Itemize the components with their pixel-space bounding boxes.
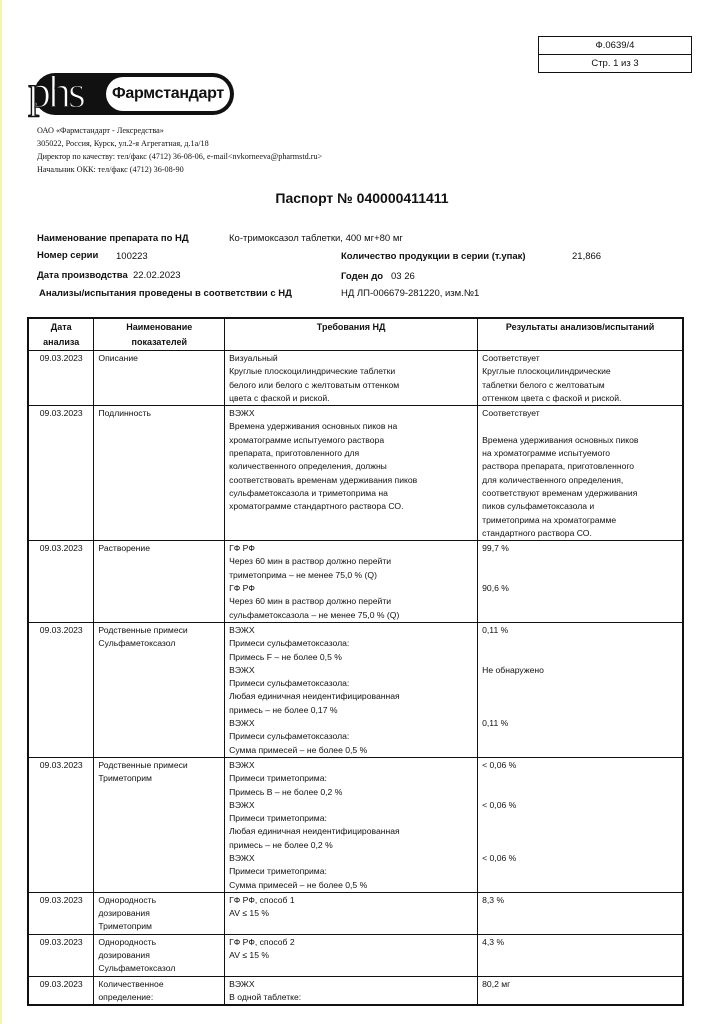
cell-result-line	[482, 677, 678, 690]
cell-result	[478, 976, 683, 1005]
cell-indicator-line: Сульфаметоксазол	[98, 638, 176, 649]
cell-result-line: 8,3 %	[482, 894, 505, 905]
cell-requirements-line: ВЭЖХ	[229, 408, 255, 419]
cell-requirements-line: соответствовать временам удерживания пиков	[229, 474, 418, 485]
cell-indicator-line: определение:	[98, 991, 154, 1002]
cell-requirements-line: Примеси сульфаметоксазола:	[229, 638, 350, 649]
cell-requirements-line: AV ≤ 15 %	[229, 950, 270, 961]
cell-requirements-line: ВЭЖХ	[229, 718, 255, 729]
page-title: Паспорт № 040000411411	[275, 190, 449, 206]
cell-indicator-line: Подлинность	[98, 408, 151, 419]
cell-requirements	[225, 892, 478, 934]
cell-indicator	[94, 976, 225, 1005]
cell-indicator	[94, 622, 225, 757]
cell-result-line: < 0,06 %	[482, 759, 517, 770]
scan-edge	[0, 0, 2, 1024]
cell-result-line	[482, 772, 678, 785]
cell-result	[478, 757, 683, 892]
cell-result-line: Соответствует	[482, 353, 540, 363]
cell-requirements-line: ВЭЖХ	[229, 759, 255, 770]
cell-result-line: 0,11 %	[482, 624, 509, 635]
cell-indicator	[94, 892, 225, 934]
cell-date: 09.03.2023	[28, 351, 94, 406]
cell-requirements-line: хроматограмме испытуемого раствора	[229, 434, 385, 445]
company-address: 305022, Россия, Курск, ул.2-я Агрегатная, д.1а/18	[37, 139, 209, 148]
cell-result-line	[482, 651, 678, 664]
quality-director-contact: Директор по качеству: тел/факс (4712) 36-08-06, e-mail<nvkorneeva@pharmstd.ru>	[37, 152, 323, 161]
cell-result	[478, 934, 683, 976]
cell-result	[478, 541, 683, 623]
expiry-label: Годен до	[341, 271, 384, 282]
cell-requirements-line: ГФ РФ	[229, 583, 255, 594]
cell-indicator	[94, 351, 225, 406]
table-row	[28, 892, 683, 934]
cell-requirements-line: Любая единичная неидентифицированная	[229, 826, 400, 837]
cell-indicator	[94, 757, 225, 892]
cell-requirements-line: Примесь B – не более 0,2 %	[229, 786, 343, 797]
cell-requirements-line: Примеси триметоприма:	[229, 813, 327, 824]
cell-indicator-line: дозирования	[98, 950, 150, 961]
cell-result-line: на хроматограмме испытуемого	[482, 448, 611, 459]
cell-requirements-line: ВЭЖХ	[229, 799, 255, 810]
results-table	[27, 317, 684, 1006]
production-date-label: Дата производства	[37, 270, 128, 281]
cell-requirements	[225, 934, 478, 976]
cell-indicator-line: Родственные примеси	[98, 624, 188, 635]
cell-result-line: стандартного раствора СО.	[482, 527, 592, 538]
cell-result-line: 0,11 %	[482, 718, 509, 729]
cell-result-line	[482, 569, 678, 582]
cell-requirements-line: Сумма примесей – не более 0,5 %	[229, 879, 368, 890]
cell-indicator	[94, 934, 225, 976]
cell-requirements-line: количественного определения, должны	[229, 461, 387, 472]
cell-result-line: < 0,06 %	[482, 852, 517, 863]
cell-result-line	[482, 704, 678, 717]
cell-requirements-line: Примеси сульфаметоксазола:	[229, 678, 350, 689]
cell-result-line: раствора препарата, приготовленного	[482, 461, 635, 472]
cell-indicator-line: Триметоприм	[98, 773, 152, 784]
cell-indicator-line: Растворение	[98, 543, 150, 554]
cell-requirements-line: Через 60 мин в раствор должно перейти	[229, 596, 392, 607]
cell-result	[478, 406, 683, 541]
cell-result-line	[482, 690, 678, 703]
cell-requirements-line: белого или белого с желтоватым оттенком	[229, 379, 400, 390]
cell-result-line: триметоприма на хроматограмме	[482, 514, 617, 525]
table-row	[28, 757, 683, 892]
series-label: Номер серии	[37, 250, 99, 261]
cell-result-line	[482, 812, 678, 825]
cell-requirements-line: примесь – не более 0,17 %	[229, 704, 338, 715]
cell-requirements	[225, 541, 478, 623]
cell-requirements-line: Через 60 мин в раствор должно перейти	[229, 556, 392, 567]
company-info	[37, 124, 322, 176]
logo-name: Фармстандарт	[106, 77, 230, 111]
drug-label: Наименование препарата по НД	[37, 233, 189, 244]
cell-requirements-line: ВЭЖХ	[229, 664, 255, 675]
cell-result-line: оттенком цвета с фаской и риской.	[482, 392, 622, 403]
cell-result-line: < 0,06 %	[482, 799, 517, 810]
cell-requirements-line: Примеси сульфаметоксазола:	[229, 731, 350, 742]
cell-result-line: соответствуют временам удерживания	[482, 487, 638, 498]
cell-requirements-line: хроматограмме стандартного раствора СО.	[229, 501, 404, 512]
cell-requirements-line: препарата, приготовленного для	[229, 448, 360, 459]
cell-result	[478, 622, 683, 757]
table-row	[28, 976, 683, 1005]
form-code-box	[538, 36, 692, 73]
table-row	[28, 622, 683, 757]
cell-requirements-line: В одной таблетке:	[229, 991, 302, 1002]
cell-result-line: Круглые плоскоцилиндрические	[482, 366, 611, 377]
cell-requirements-line: ВЭЖХ	[229, 624, 255, 635]
cell-requirements-line: Визуальный	[229, 353, 278, 363]
cell-indicator-line: Родственные примеси	[98, 759, 188, 770]
company-name: ОАО «Фармстандарт - Лексредства»	[37, 126, 164, 135]
cell-requirements-line: Времена удерживания основных пиков на	[229, 421, 398, 432]
cell-indicator	[94, 541, 225, 623]
cell-result-line	[482, 637, 678, 650]
series-value: 100223	[116, 251, 148, 262]
cell-indicator-line: Сульфаметоксазол	[98, 963, 176, 974]
logo-mark: phs	[28, 66, 83, 117]
table-header-row	[28, 318, 683, 351]
quantity-value: 21,866	[572, 251, 602, 262]
cell-requirements-line: Любая единичная неидентифицированная	[229, 691, 400, 702]
cell-result-line: 90,6 %	[482, 583, 509, 594]
cell-indicator-line: Триметоприм	[98, 921, 152, 932]
cell-result	[478, 351, 683, 406]
cell-date: 09.03.2023	[28, 541, 94, 623]
cell-result-line: 80,2 мг	[482, 978, 511, 989]
cell-requirements-line: Сумма примесей – не более 0,5 %	[229, 744, 368, 755]
cell-indicator-line: Однородность	[98, 936, 157, 947]
cell-requirements-line: сульфаметоксазола и триметоприма на	[229, 487, 388, 498]
cell-result-line: Соответствует	[482, 408, 540, 419]
cell-result-line: таблетки белого с желтоватым	[482, 379, 605, 390]
nd-label: Анализы/испытания проведены в соответствии с НД	[39, 288, 292, 299]
cell-requirements-line: цвета с фаской и риской.	[229, 392, 330, 403]
cell-date: 09.03.2023	[28, 757, 94, 892]
cell-requirements-line: ГФ РФ, способ 2	[229, 936, 295, 947]
expiry-value: 03 26	[391, 271, 415, 282]
table-row	[28, 541, 683, 623]
cell-indicator-line: дозирования	[98, 908, 150, 919]
cell-date: 09.03.2023	[28, 622, 94, 757]
cell-requirements-line: ВЭЖХ	[229, 978, 255, 989]
cell-indicator-line: Количественное	[98, 978, 164, 989]
header-results: Результаты анализов/испытаний	[478, 318, 683, 351]
header-requirements: Требования НД	[225, 318, 478, 351]
cell-result-line: для количественного определения,	[482, 474, 624, 485]
cell-result-line	[482, 839, 678, 852]
production-date-value: 22.02.2023	[133, 270, 181, 281]
cell-indicator-line: Однородность	[98, 894, 157, 905]
cell-result-line	[482, 555, 678, 568]
header-date: Дата анализа	[28, 318, 94, 351]
cell-requirements-line: ГФ РФ	[229, 543, 255, 554]
cell-date: 09.03.2023	[28, 976, 94, 1005]
cell-indicator-line: Описание	[98, 353, 138, 363]
cell-requirements-line: Круглые плоскоцилиндрические таблетки	[229, 366, 396, 377]
cell-requirements	[225, 976, 478, 1005]
cell-result-line	[482, 786, 678, 799]
cell-date: 09.03.2023	[28, 934, 94, 976]
cell-result-line	[482, 825, 678, 838]
cell-result-line: 99,7 %	[482, 543, 509, 554]
cell-requirements-line: Примеси триметоприма:	[229, 866, 327, 877]
cell-requirements-line: сульфаметоксазола – не менее 75,0 % (Q)	[229, 609, 400, 620]
cell-date: 09.03.2023	[28, 892, 94, 934]
cell-requirements-line: ВЭЖХ	[229, 852, 255, 863]
table-row	[28, 934, 683, 976]
cell-requirements	[225, 622, 478, 757]
cell-requirements-line: Примеси триметоприма:	[229, 773, 327, 784]
cell-requirements-line: Примесь F – не более 0,5 %	[229, 651, 342, 662]
form-code: Ф.0639/4	[539, 37, 691, 55]
table-row	[28, 406, 683, 541]
cell-result-line	[482, 420, 678, 433]
cell-result-line: пиков сульфаметоксазола и	[482, 501, 595, 512]
cell-date: 09.03.2023	[28, 406, 94, 541]
quantity-label: Количество продукции в серии (т.упак)	[341, 251, 526, 262]
cell-requirements-line: примесь – не более 0,2 %	[229, 839, 333, 850]
cell-requirements-line: триметоприма – не менее 75,0 % (Q)	[229, 569, 377, 580]
cell-requirements-line: AV ≤ 15 %	[229, 908, 270, 919]
cell-result	[478, 892, 683, 934]
cell-result-line: Не обнаружено	[482, 664, 544, 675]
cell-result-line: 4,3 %	[482, 936, 505, 947]
qc-head-contact: Начальник ОКК: тел/факс (4712) 36-08-90	[37, 165, 184, 174]
cell-indicator	[94, 406, 225, 541]
nd-value: НД ЛП-006679-281220, изм.№1	[341, 288, 480, 299]
table-row	[28, 351, 683, 406]
drug-value: Ко-тримоксазол таблетки, 400 мг+80 мг	[229, 233, 403, 244]
header-indicator: Наименование показателей	[94, 318, 225, 351]
page-number: Стр. 1 из 3	[591, 58, 639, 69]
cell-requirements-line: ГФ РФ, способ 1	[229, 894, 295, 905]
cell-result-line: Времена удерживания основных пиков	[482, 434, 639, 445]
cell-requirements	[225, 757, 478, 892]
cell-requirements	[225, 406, 478, 541]
company-logo	[28, 66, 236, 118]
cell-requirements	[225, 351, 478, 406]
